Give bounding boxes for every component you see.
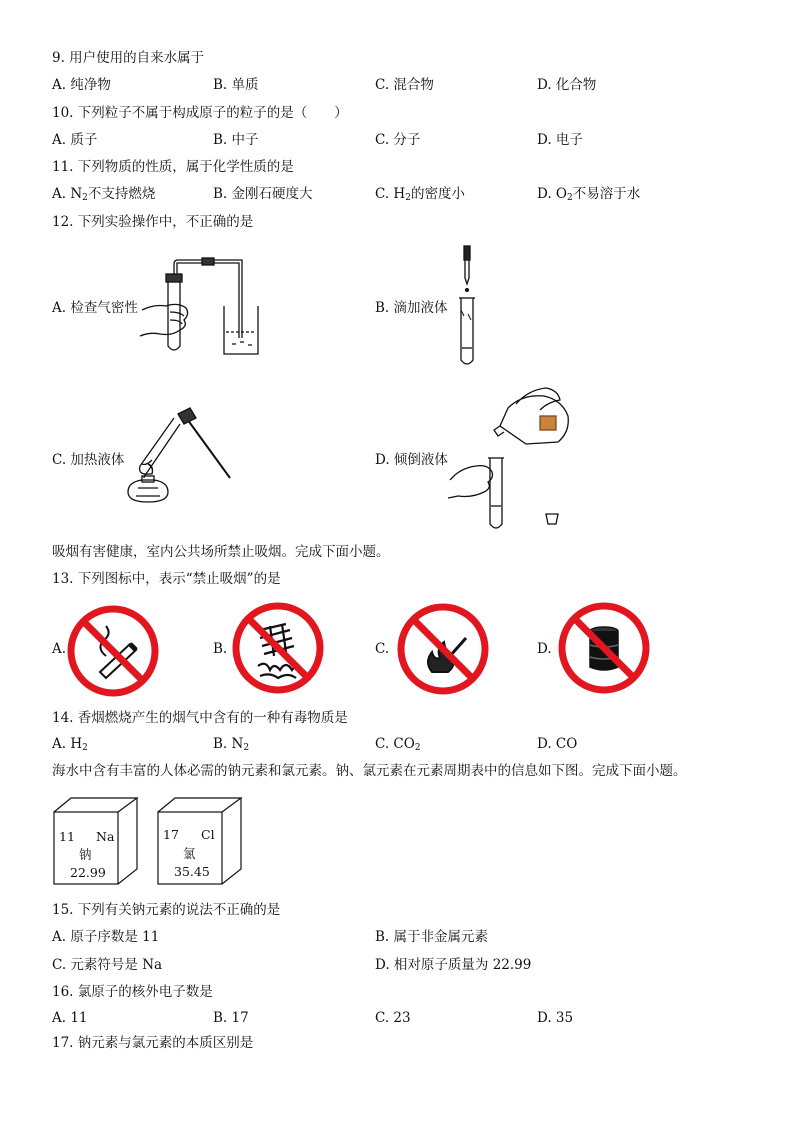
q11-option-c: C. $H_2$的密度小 (375, 186, 465, 203)
q13-option-b: B. (213, 641, 228, 657)
element-cell-chlorine (157, 797, 247, 889)
q16-option-c: C. 23 (375, 1010, 411, 1026)
q9-stem: 9. 用户使用的自来水属于 (52, 50, 205, 66)
smoking-intro: 吸烟有害健康，室内公共场所禁止吸烟。完成下面小题。 (52, 544, 390, 560)
q11-option-d: D. $O_2$不易溶于水 (537, 186, 641, 203)
sodium-atomic-mass: 22.99 (70, 865, 106, 880)
q16-option-a: A. 11 (52, 1010, 88, 1026)
no-barrel-sign-icon (557, 601, 651, 695)
chlorine-atomic-number: 17 (163, 827, 179, 842)
q17-stem: 17. 钠元素与氯元素的本质区别是 (52, 1035, 254, 1051)
no-open-flame-sign-icon (396, 602, 490, 696)
q10-option-c: C. 分子 (375, 132, 421, 148)
q14-stem: 14. 香烟燃烧产生的烟气中含有的一种有毒物质是 (52, 710, 348, 726)
q11-stem: 11. 下列物质的性质，属于化学性质的是 (52, 159, 294, 175)
sodium-name: 钠 (79, 847, 92, 862)
pouring-liquid-figure (448, 386, 578, 534)
q16-option-d: D. 35 (537, 1010, 574, 1026)
no-stacking-flammables-sign-icon (230, 600, 326, 696)
q13-option-d: D. (537, 641, 552, 657)
sodium-atomic-number: 11 (59, 829, 75, 844)
q9-option-b: B. 单质 (213, 77, 259, 93)
q15-stem: 15. 下列有关钠元素的说法不正确的是 (52, 902, 281, 918)
q11-option-a: A. $N_2$不支持燃烧 (52, 186, 156, 203)
q10-stem: 10. 下列粒子不属于构成原子的粒子的是（ ） (52, 105, 348, 121)
heating-liquid-figure (114, 404, 236, 508)
q12-option-d: D. 倾倒液体 (375, 452, 448, 468)
chlorine-name: 氯 (183, 846, 196, 861)
q14-option-b: B. $N_2$ (213, 736, 250, 753)
chlorine-atomic-mass: 35.45 (174, 864, 210, 879)
no-smoking-sign-icon (66, 604, 160, 698)
q9-option-d: D. 化合物 (537, 77, 597, 93)
q15-option-d: D. 相对原子质量为 22.99 (375, 957, 532, 973)
q15-option-a: A. 原子序数是 11 (52, 929, 160, 945)
q16-stem: 16. 氯原子的核外电子数是 (52, 984, 213, 1000)
q11-option-b: B. 金刚石硬度大 (213, 186, 313, 202)
airtightness-check-figure (136, 250, 264, 358)
sodium-symbol: Na (96, 829, 115, 844)
chlorine-symbol: Cl (201, 827, 215, 842)
q12-option-b: B. 滴加液体 (375, 300, 448, 316)
q12-stem: 12. 下列实验操作中，不正确的是 (52, 214, 254, 230)
q16-option-b: B. 17 (213, 1010, 249, 1026)
q15-option-c: C. 元素符号是 Na (52, 957, 163, 973)
q13-stem: 13. 下列图标中，表示“禁止吸烟”的是 (52, 571, 281, 587)
dropper-test-tube-figure (450, 244, 490, 370)
q13-option-a: A. (52, 641, 67, 657)
q14-option-d: D. CO (537, 736, 578, 752)
q14-option-a: A. $H_2$ (52, 736, 88, 753)
sea-water-intro: 海水中含有丰富的人体必需的钠元素和氯元素。钠、氯元素在元素周期表中的信息如下图。完成下面小题。 (52, 763, 687, 779)
q13-option-c: C. (375, 641, 390, 657)
q9-option-c: C. 混合物 (375, 77, 434, 93)
q9-option-a: A. 纯净物 (52, 77, 111, 93)
q14-option-c: C. $CO_2$ (375, 736, 421, 753)
q15-option-b: B. 属于非金属元素 (375, 929, 489, 945)
q12-option-a: A. 检查气密性 (52, 300, 138, 316)
element-cell-sodium (53, 797, 143, 889)
q10-option-a: A. 质子 (52, 132, 98, 148)
q12-option-c: C. 加热液体 (52, 452, 125, 468)
q10-option-d: D. 电子 (537, 132, 583, 148)
q10-option-b: B. 中子 (213, 132, 259, 148)
